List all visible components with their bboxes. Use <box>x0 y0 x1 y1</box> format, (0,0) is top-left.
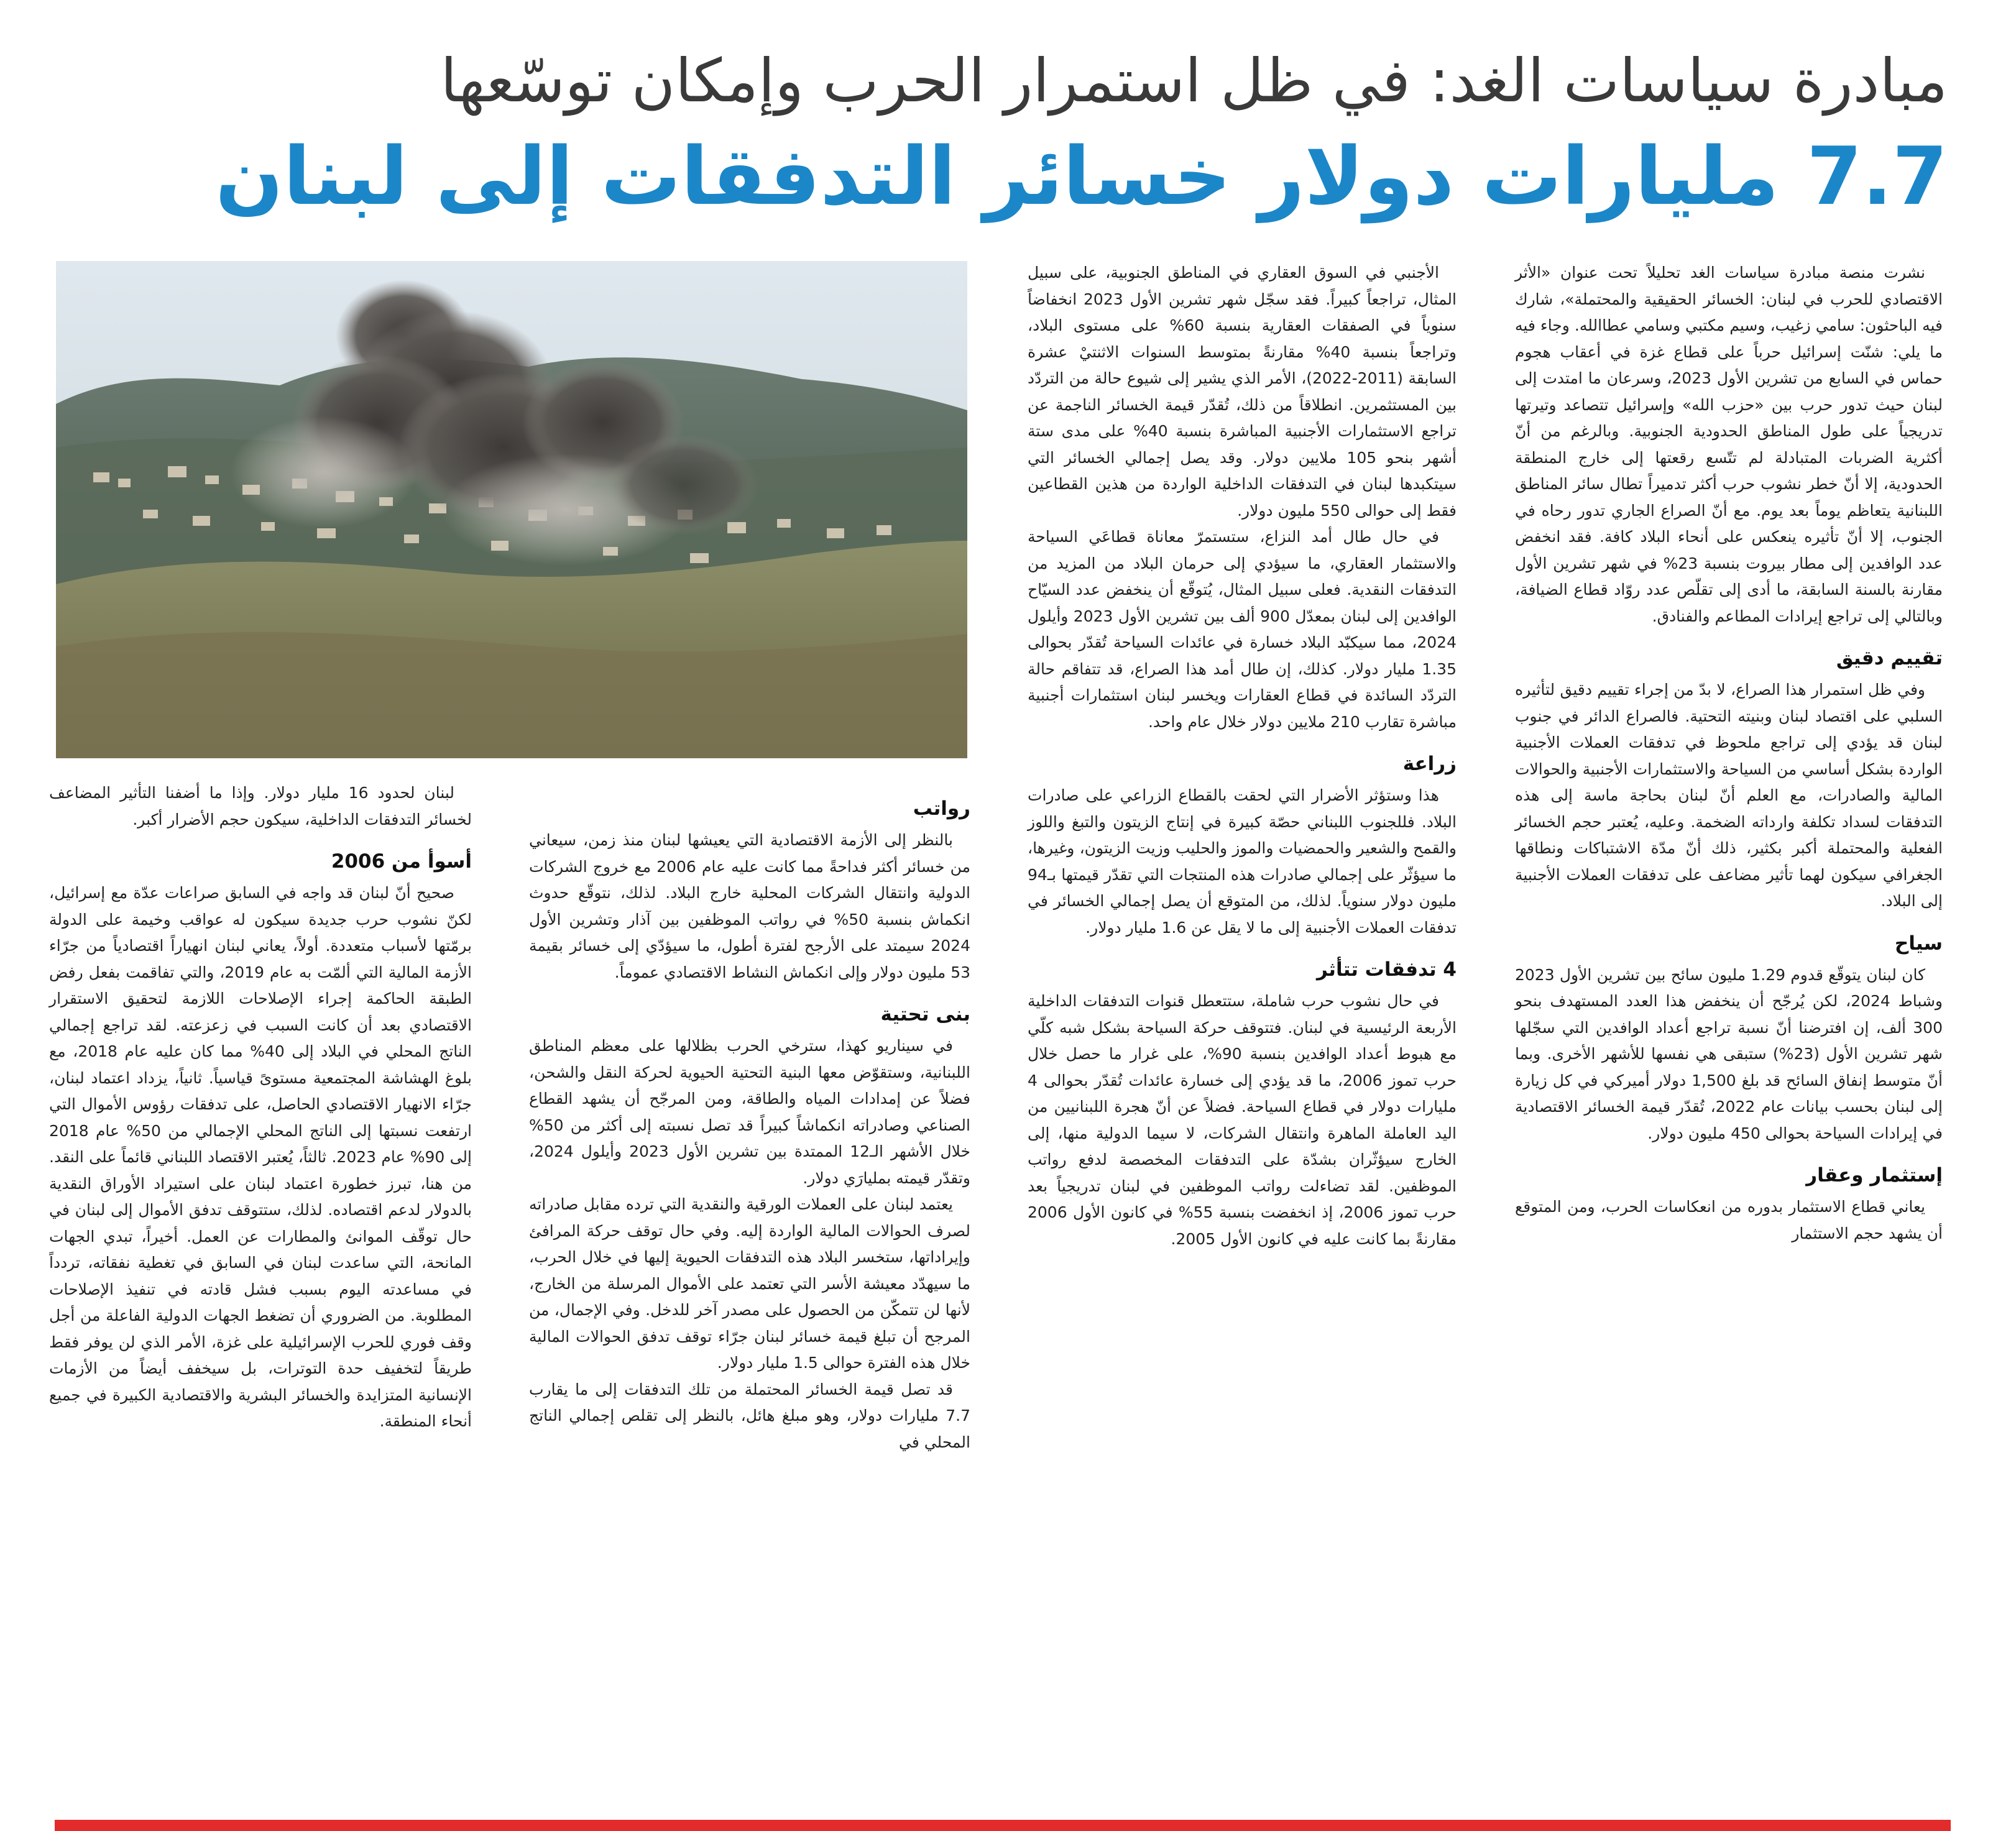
salaries-paragraph: بالنظر إلى الأزمة الاقتصادية التي يعيشها لبنان منذ زمن، سيعاني من خسائر أكثر فداحةً مما كانت عليه عام 2006 مع خروج الشركات الدولية وانتقال الشركات المحلية خارج البلاد. لذلك، نتوقّع حدوث انكماش بنسبة 50% في رواتب الموظفين بين آذار وتشرين الأول 2024 سيمتد على الأرجح لفترة أطول، ما سيؤدّي إلى خسائر بقيمة 53 مليون دولار وإلى انكماش النشاط الاقتصادي عموماً. <box>529 831 970 981</box>
section-heading-worse-than-2006: أسوأ من 2006 <box>331 850 472 873</box>
four-flows-paragraph: في حال نشوب حرب شاملة، ستتعطل قنوات التدفقات الداخلية الأربعة الرئيسية في لبنان. فتتوقف حركة السياحة بشكل شبه كلّي مع هبوط أعداد الوافدين بنسبة 90%، على غرار ما حصل خلال حرب تموز 2006، ما قد يؤدي إلى خسارة عائدات تُقدّر بحوالى 4 مليارات دولار في قطاع السياحة. فضلاً عن أنّ هجرة اللبنانيين من اليد العاملة الماهرة وانتقال الشركات، لا سيما الدولية منها، إلى الخارج سيؤثّران بشدّة على التدفقات المخصصة لدفع رواتب الموظفين. لقد تضاءلت رواتب الموظفين في لبنان تدريجياً بعد حرب تموز 2006، إذ انخفضت بنسبة 55% في كانون الأول 2006 مقارنةً بما كانت عليه في كانون الأول 2005. <box>1028 992 1457 1248</box>
section-heading-assessment: تقييم دقيق <box>1836 647 1943 669</box>
article-headline: 7.7 مليارات دولار خسائر التدفقات إلى لبنان <box>215 131 1948 223</box>
agriculture-paragraph: هذا وستؤثر الأضرار التي لحقت بالقطاع الزراعي على صادرات البلاد. فللجنوب اللبناني حصّة كبيرة في إنتاج الزيتون والتبغ واللوز والقمح والشعير والحمضيات والموز والحليب وزيت الزيتون، وغيرها، ما سيؤثّر على إجمالي صادرات هذه المنتجات التي تقدّر قيمتها بـ94 مليون دولار سنوياً. لذلك، من المتوقع أن يصل إجمالي الخسائر في تدفقات العملات الأجنبية إلى ما لا يقل عن 1.6 مليار دولار. <box>1028 786 1457 937</box>
column-4 <box>49 780 472 1435</box>
assessment-paragraph: وفي ظل استمرار هذا الصراع، لا بدّ من إجراء تقييم دقيق لتأثيره السلبي على اقتصاد لبنان وبنيته التحتية. فالصراع الدائر في جنوب لبنان قد يؤدي إلى تراجع ملحوظ في تدفقات العملات الأجنبية الواردة بشكل أساسي من السياحة والاستثمارات الأجنبية والحوالات المالية والصادرات، مع العلم أنّ لبنان بحاجة ماسة إلى هذه التدفقات لسداد تكلفة وارداته الضخمة. وعليه، يُعتبر حجم الخسائر الفعلية والمحتملة أكبر بكثير، ذلك أنّ مدّة الاشتباكات ونطاقها الجغرافي سيكون لهما تأثير مضاعف على تدفقات العملات الأجنبية إلى البلاد. <box>1515 681 1943 910</box>
section-heading-tourism: سياح <box>1894 932 1943 955</box>
column-1 <box>1515 260 1943 1247</box>
infrastructure-paragraph-1: في سيناريو كهذا، سترخي الحرب بظلالها على معظم المناطق اللبنانية، وستقوّض معها البنية التحتية الحيوية لحركة النقل والشحن، فضلاً عن إمدادات المياه والطاقة، ومن المرجّح أن يشهد القطاع الصناعي وصادراته انكماشاً كبيراً قد تصل نسبته إلى أكثر من 50% خلال الأشهر الـ12 الممتدة بين تشرين الأول 2023 وأيلول 2024، وتقدّر قيمته بمليارَي دولار. <box>529 1037 970 1187</box>
article-photo <box>55 260 969 759</box>
worse-than-2006-paragraph: صحيح أنّ لبنان قد واجه في السابق صراعات عدّة مع إسرائيل، لكنّ نشوب حرب جديدة سيكون له عواقب وخيمة على الدولة برمّتها لأسباب متعددة. أولاً، يعاني لبنان انهياراً اقتصادياً من جرّاء الأزمة المالية التي ألمّت به عام 2019، والتي تفاقمت بفعل رفض الطبقة الحاكمة إجراء الإصلاحات اللازمة لتحقيق الاستقرار الاقتصادي بعد أن كانت السبب في زعزعته. لقد تراجع إجمالي الناتج المحلي في البلاد إلى 40% مما كان عليه عام 2018، مع بلوغ الهشاشة المجتمعية مستوىً قياسياً. ثانياً، يزداد اعتماد لبنان، جرّاء الانهيار الاقتصادي الحاصل، على تدفقات رؤوس الأموال التي ارتفعت نسبتها إلى الناتج المحلي الإجمالي من 50% عام 2018 إلى 90% عام 2023. ثالثاً، يُعتبر الاقتصاد اللبناني قائماً على النقد. من هنا، تبرز خطورة اعتماد لبنان على استيراد الأوراق النقدية بالدولار لدعم اقتصاده. لذلك، ستتوقف تدفق الأموال إلى لبنان في حال توقّف الموانئ والمطارات عن العمل. أخيراً، تبدي الجهات المانحة، التي ساعدت لبنان في السابق في تغطية نفقاته، تردداً في مساعدته اليوم بسبب فشل قادته في تنفيذ الإصلاحات المطلوبة. من الضروري أن تضغط الجهات الدولية الفاعلة من أجل وقف فوري للحرب الإسرائيلية على غزة، الأمر الذي لن يوفر فقط طريقاً لتخفيف حدة التوترات، بل سيخفف أيضاً من الأزمات الإنسانية المتزايدة والخسائر البشرية والاقتصادية الكبيرة في جميع أنحاء المنطقة. <box>49 884 472 1430</box>
section-heading-four-flows: 4 تدفقات تتأثر <box>1317 958 1457 981</box>
bottom-red-rule <box>55 1820 1951 1831</box>
infrastructure-paragraph-3: قد تصل قيمة الخسائر المحتملة من تلك التدفقات إلى ما يقارب 7.7 مليارات دولار، وهو مبلغ هائل، بالنظر إلى تقلص إجمالي الناتج المحلي في <box>529 1380 970 1451</box>
column-3 <box>529 780 970 1456</box>
column-2 <box>1028 260 1457 1252</box>
section-heading-salaries: رواتب <box>913 797 970 820</box>
war-smoke-landscape-photo-icon <box>56 261 967 758</box>
infrastructure-paragraph-2: يعتمد لبنان على العملات الورقية والنقدية التي ترده مقابل صادراته لصرف الحوالات المالية الواردة إليه. وفي حال توقف حركة المرافئ وإيراداتها، ستخسر البلاد هذه التدفقات الحيوية إليها في خلال الحرب، ما سيهدّد معيشة الأسر التي تعتمد على الأموال المرسلة من الخارج، لأنها لن تتمكّن من الحصول على مصدر آخر للدخل. وفي الإجمال، من المرجح أن تبلغ قيمة خسائر لبنان جرّاء توقف تدفق الحوالات المالية خلال هذه الفترة حوالى 1.5 مليار دولار. <box>529 1195 970 1372</box>
article-kicker: مبادرة سياسات الغد: في ظل استمرار الحرب وإمكان توسّعها <box>440 46 1948 116</box>
real-estate-paragraph: الأجنبي في السوق العقاري في المناطق الجنوبية، على سبيل المثال، تراجعاً كبيراً. فقد سجّل شهر تشرين الأول 2023 انخفاضاً سنوياً في الصفقات العقارية بنسبة 60% على مستوى البلاد، وتراجعاً بنسبة 40% مقارنةً بمتوسط السنوات الاثنتيْ عشرة السابقة (2011-2022)، الأمر الذي يشير إلى شيوع حالة من التردّد بين المستثمرين. انطلاقاً من ذلك، تُقدّر قيمة الخسائر الناجمة عن تراجع الاستثمارات الأجنبية المباشرة بنسبة 40% على مدى ستة أشهر بنحو 105 ملايين دولار. وقد يصل إجمالي الخسائر التي سيتكبدها لبنان في التدفقات الداخلية الواردة من هذين القطاعين فقط إلى حوالى 550 مليون دولار. <box>1028 264 1457 520</box>
tourism-paragraph: كان لبنان يتوقّع قدوم 1.29 مليون سائح بين تشرين الأول 2023 وشباط 2024، لكن يُرجّح أن ينخفض هذا العدد المستهدف بنحو 300 ألف، إن افترضنا أنّ نسبة تراجع أعداد الوافدين التي سجّلها شهر تشرين الأول (23%) ستبقى هي نفسها للأشهر الأخرى. وبما أنّ متوسط إنفاق السائح قد بلغ 1,500 دولار أميركي في كل زيارة إلى لبنان بحسب بيانات عام 2022، تُقدّر قيمة الخسائر الاقتصادية في إيرادات السياحة بحوالى 450 مليون دولار. <box>1515 965 1943 1142</box>
continuation-paragraph: لبنان لحدود 16 مليار دولار. وإذا ما أضفنا التأثير المضاعف لخسائر التدفقات الداخلية، سيكون حجم الأضرار أكبر. <box>49 784 472 828</box>
section-heading-infrastructure: بنى تحتية <box>880 1003 970 1026</box>
intro-paragraph: نشرت منصة مبادرة سياسات الغد تحليلاً تحت عنوان «الأثر الاقتصادي للحرب في لبنان: الخسائر الحقيقية والمحتملة»، شارك فيه الباحثون: سامي زغيب، وسيم مكتبي وسامي عطاالله. وجاء فيه ما يلي: شنّت إسرائيل حرباً على قطاع غزة في أعقاب هجوم حماس في السابع من تشرين الأول 2023، وسرعان ما امتدت إلى لبنان حيث تدور حرب بين «حزب الله» وإسرائيل تتصاعد وتيرتها تدريجياً على طول المناطق الحدودية الجنوبية. وبالرغم من أنّ أكثرية الضربات المتبادلة لم تتّسع رقعتها إلى خارج المنطقة الحدودية، إلا أنّ خطر نشوب حرب أكثر تدميراً تطال سائر المناطق اللبنانية يتعاظم يوماً بعد يوم. مع أنّ الصراع الجاري تدور رحاه في الجنوب، إلا أنّ تأثيره ينعكس على أنحاء البلاد كافة. فقد انخفض عدد الوافدين إلى مطار بيروت بنسبة 23% في شهر تشرين الأول مقارنة بالسنة السابقة، ما أدى إلى تقلّص عدد روّاد قطاع الضيافة، وبالتالي إلى تراجع إيرادات المطاعم والفنادق. <box>1515 264 1943 625</box>
section-heading-investment: إستثمار وعقار <box>1806 1164 1943 1186</box>
investment-paragraph: يعاني قطاع الاستثمار بدوره من انعكاسات الحرب، ومن المتوقع أن يشهد حجم الاستثمار <box>1515 1198 1943 1242</box>
prolonged-conflict-paragraph: في حال طال أمد النزاع، ستستمرّ معاناة قطاعَي السياحة والاستثمار العقاري، ما سيؤدي إلى حرمان البلاد من المزيد من التدفقات النقدية. فعلى سبيل المثال، يُتوقّع أن ينخفض عدد السيّاح الوافدين إلى لبنان بمعدّل 900 ألف بين تشرين الأول 2023 وأيلول 2024، مما سيكبّد البلاد خسارة في عائدات السياحة تُقدّر بحوالى 1.35 مليار دولار. كذلك، إن طال أمد هذا الصراع، قد تتفاقم حالة التردّد السائدة في قطاع العقارات ويخسر لبنان استثمارات أجنبية مباشرة تقارب 210 ملايين دولار خلال عام واحد. <box>1028 528 1457 731</box>
section-heading-agriculture: زراعة <box>1402 753 1457 775</box>
